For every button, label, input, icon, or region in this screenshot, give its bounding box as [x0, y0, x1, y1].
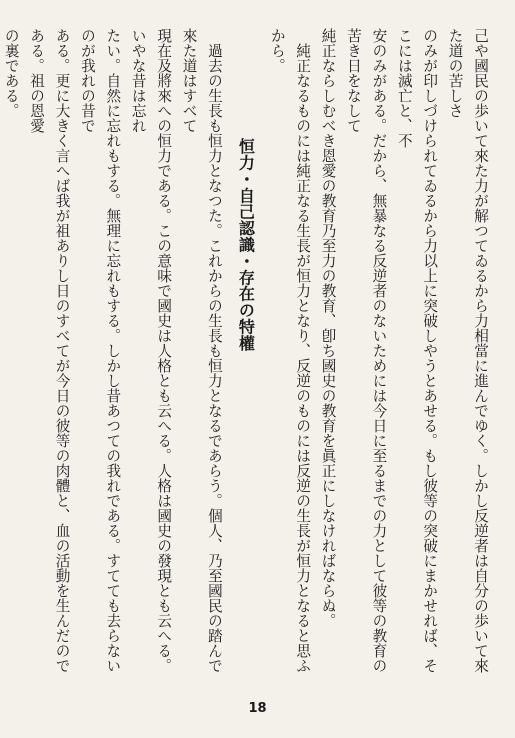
text-line: たい。自然に忘れもする。無理に忘れもする。しかし昔あつての我れである。すてても去らないのが我れの昔で — [78, 28, 122, 673]
text-line: 過去の生長も恒力となつた。これからの生長も恒力となるであらう。個人、乃至國民の踏んで來た道はすべて — [180, 28, 223, 673]
section-heading: 恒力・自己認識・存在の特權 — [236, 138, 256, 352]
text-line: 己や國民の歩いて來た力が解つてゐるから力相當に進んでゆく。しかし反逆者は自分の歩いて來た道の苦しさ — [446, 28, 489, 673]
text-line: 現在及將來への恒力である。この意味で國史は人格とも云へる。人格は國史の發現とも云へる。いやな昔は忘れ — [129, 28, 173, 673]
text-line: ある。更に大きく言へば我が祖ありし日のすべてが今日の彼等の肉體と、血の活動を生んだのである。祖の恩愛 — [28, 28, 71, 673]
body-text — [2, 28, 493, 683]
text-line: の裏である。 — [2, 28, 20, 118]
text-line: 安のみがある。だから、無暴なる反逆者のないためには今日に至るまでの力として彼等の教育の苦き日をなして — [344, 28, 388, 673]
text-line: のみが印しづけられてゐるから力以上に突破しやうとあせる。もし彼等の突破にまかせれば、そこには滅亡と、不 — [395, 28, 439, 673]
text-line: 純正なるものには純正なる生長が恒力となり、反逆のものには反逆の生長が恒力となると思ふから。 — [268, 28, 312, 673]
page-number: 18 — [248, 701, 267, 716]
text-line: 純正ならしむべき恩愛の教育乃至力の教育、卽ち國史の教育を眞正にしなければならぬ。 — [319, 28, 337, 628]
